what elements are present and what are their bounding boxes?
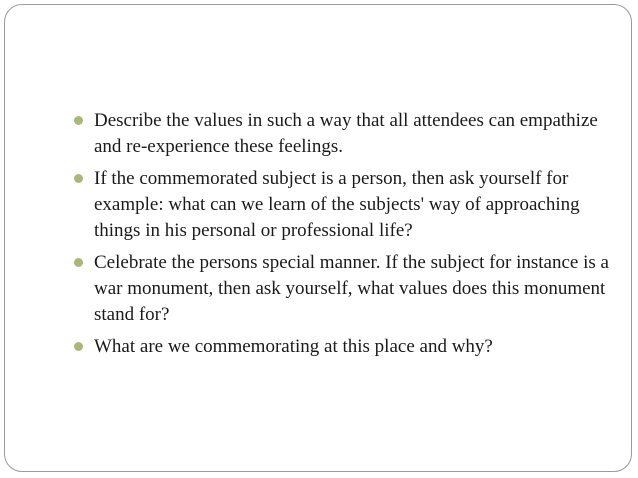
bullet-dot-icon <box>74 342 83 351</box>
bullet-dot-icon <box>74 174 83 183</box>
bullet-item <box>69 108 609 160</box>
bullet-dot-icon <box>74 116 83 125</box>
bullet-text: Celebrate the persons special manner. If the subject for instance is a war monument, then ask yourself, what values does this monument stand for? <box>94 252 609 325</box>
slide-frame <box>4 4 632 472</box>
bullet-item <box>69 166 609 244</box>
bullet-text: Describe the values in such a way that all attendees can empathize and re-experience these feelings. <box>94 110 598 157</box>
bullet-item <box>69 334 609 360</box>
bullet-item <box>69 250 609 328</box>
bullet-text: What are we commemorating at this place and why? <box>94 336 493 357</box>
bullet-list <box>69 108 609 366</box>
bullet-text: If the commemorated subject is a person, then ask yourself for example: what can we learn of the subjects' way of approaching things in his personal or professional life? <box>94 168 580 241</box>
bullet-dot-icon <box>74 258 83 267</box>
